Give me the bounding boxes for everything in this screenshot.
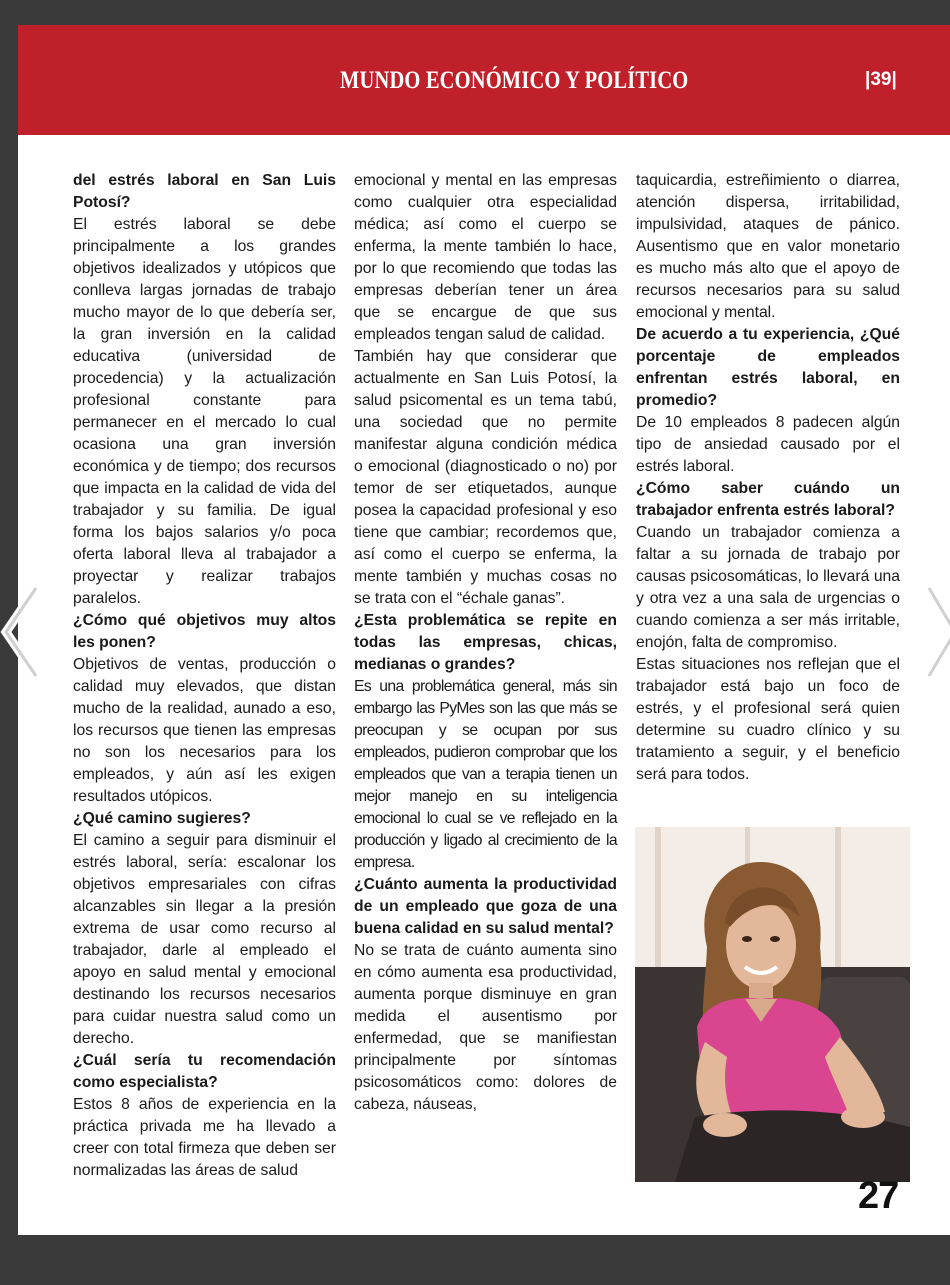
chevron-left-icon [0, 582, 40, 682]
answer-paragraph: Es una problemática general, más sin embargo las PyMes son las que más se preocupan y se ocupan por sus empleados, pudieron comprobar que los empleados que van a terapia tienen un mejor manejo en su inteligencia emocional lo cual se ve reflejado en la producción y ligado al crecimiento de la empresa. [354, 678, 617, 871]
question-heading: ¿Cuánto aumenta la productividad de un empleado que goza de una buena calidad en su salud mental? [354, 876, 617, 937]
section-header [18, 25, 950, 135]
answer-paragraph: Estas situaciones nos reflejan que el trabajador está bajo un foco de estrés, y el profesional será quien determine su cuadro clínico y su tratamiento a seguir, y el beneficio será para todos. [636, 656, 900, 783]
question-heading: ¿Cuál sería tu recomendación como especialista? [73, 1052, 336, 1091]
article-column-2 [354, 170, 617, 1116]
answer-paragraph: emocional y mental en las empresas como cualquier otra especialidad médica; así como el cuerpo se enferma, la mente también lo hace, por lo que recomiendo que todas las empresas deberían tener un área que se encargue de que sus empleados tengan salud de calidad. [354, 172, 617, 343]
answer-paragraph: El estrés laboral se debe principalmente a los grandes objetivos idealizados y utópicos que conlleva largas jornadas de trabajo mucho mayor de lo que debería ser, la gran inversión en la calidad educativa (universidad de procedencia) y la actualización profesional constante para permanecer en el mercado lo cual ocasiona una gran inversión económica y de tiempo; dos recursos que impacta en la calidad de vida del trabajador y su familia. De igual forma los bajos salarios y/o poca oferta laboral lleva al trabajador a proyectar y realizar trabajos paralelos. [73, 216, 336, 607]
answer-paragraph: taquicardia, estreñimiento o diarrea, atención dispersa, irritabilidad, impulsividad, ataques de pánico. Ausentismo que en valor monetario es mucho más alto que el apoyo de recursos necesarios para su salud emocional y mental. [636, 172, 900, 321]
previous-page-arrow[interactable] [0, 582, 40, 682]
answer-paragraph: Estos 8 años de experiencia en la práctica privada me ha llevado a creer con total firmeza que deben ser normalizadas las áreas de salud [73, 1096, 336, 1179]
page-number: 27 [858, 1175, 899, 1217]
article-column-3 [636, 170, 900, 786]
portrait-photo-icon [635, 827, 910, 1182]
question-heading: De acuerdo a tu experiencia, ¿Qué porcentaje de empleados enfrentan estrés laboral, en promedio? [636, 326, 900, 409]
question-heading: ¿Qué camino sugieres? [73, 810, 251, 827]
next-page-arrow[interactable] [925, 582, 950, 682]
answer-paragraph: De 10 empleados 8 padecen algún tipo de ansiedad causado por el estrés laboral. [636, 414, 900, 475]
article-column-1 [73, 170, 336, 1182]
section-title: MUNDO ECONÓMICO Y POLÍTICO [340, 67, 689, 94]
magazine-page [18, 25, 950, 1235]
question-heading: ¿Esta problemática se repite en todas las empresas, chicas, medianas o grandes? [354, 612, 617, 673]
question-heading: ¿Cómo saber cuándo un trabajador enfrenta estrés laboral? [636, 480, 900, 519]
portrait-photo [635, 827, 910, 1182]
answer-paragraph: Cuando un trabajador comienza a faltar a su jornada de trabajo por causas psicosomáticas, lo llevará una y otra vez a una sala de urgencias o cuando comienza a ser más irritable, enojón, falta de compromiso. [636, 524, 900, 651]
header-page-number: |39| [865, 69, 897, 90]
answer-paragraph: No se trata de cuánto aumenta sino en cómo aumenta esa productividad, aumenta porque disminuye en gran medida el ausentismo por enfermedad, que se manifiestan principalmente por síntomas psicosomáticos como: dolores de cabeza, náuseas, [354, 942, 617, 1113]
answer-paragraph: El camino a seguir para disminuir el estrés laboral, sería: escalonar los objetivos empresariales con cifras alcanzables sin llegar a la presión extrema de usar como recurso al trabajador, darle al empleado el apoyo en salud mental y emocional destinando los recursos necesarios para cuidar nuestra salud como un derecho. [73, 832, 336, 1047]
answer-paragraph: Objetivos de ventas, producción o calidad muy elevados, que distan mucho de la realidad, aunado a eso, los recursos que tienen las empresas no son los necesarios para los empleados, y aún así les exigen resultados utópicos. [73, 656, 336, 805]
question-heading: del estrés laboral en San Luis Potosí? [73, 172, 336, 211]
chevron-right-icon [925, 582, 950, 682]
answer-paragraph: También hay que considerar que actualmente en San Luis Potosí, la salud psicomental es un tema tabú, una sociedad que no permite manifestar alguna condición médica o emocional (diagnosticado o no) por temor de ser etiquetados, aunque posea la capacidad profesional y eso tiene que cambiar; recordemos que, así como el cuerpo se enferma, la mente también y muchas cosas no se trata con el “échale ganas”. [354, 348, 617, 607]
question-heading: ¿Cómo qué objetivos muy altos les ponen? [73, 612, 336, 651]
